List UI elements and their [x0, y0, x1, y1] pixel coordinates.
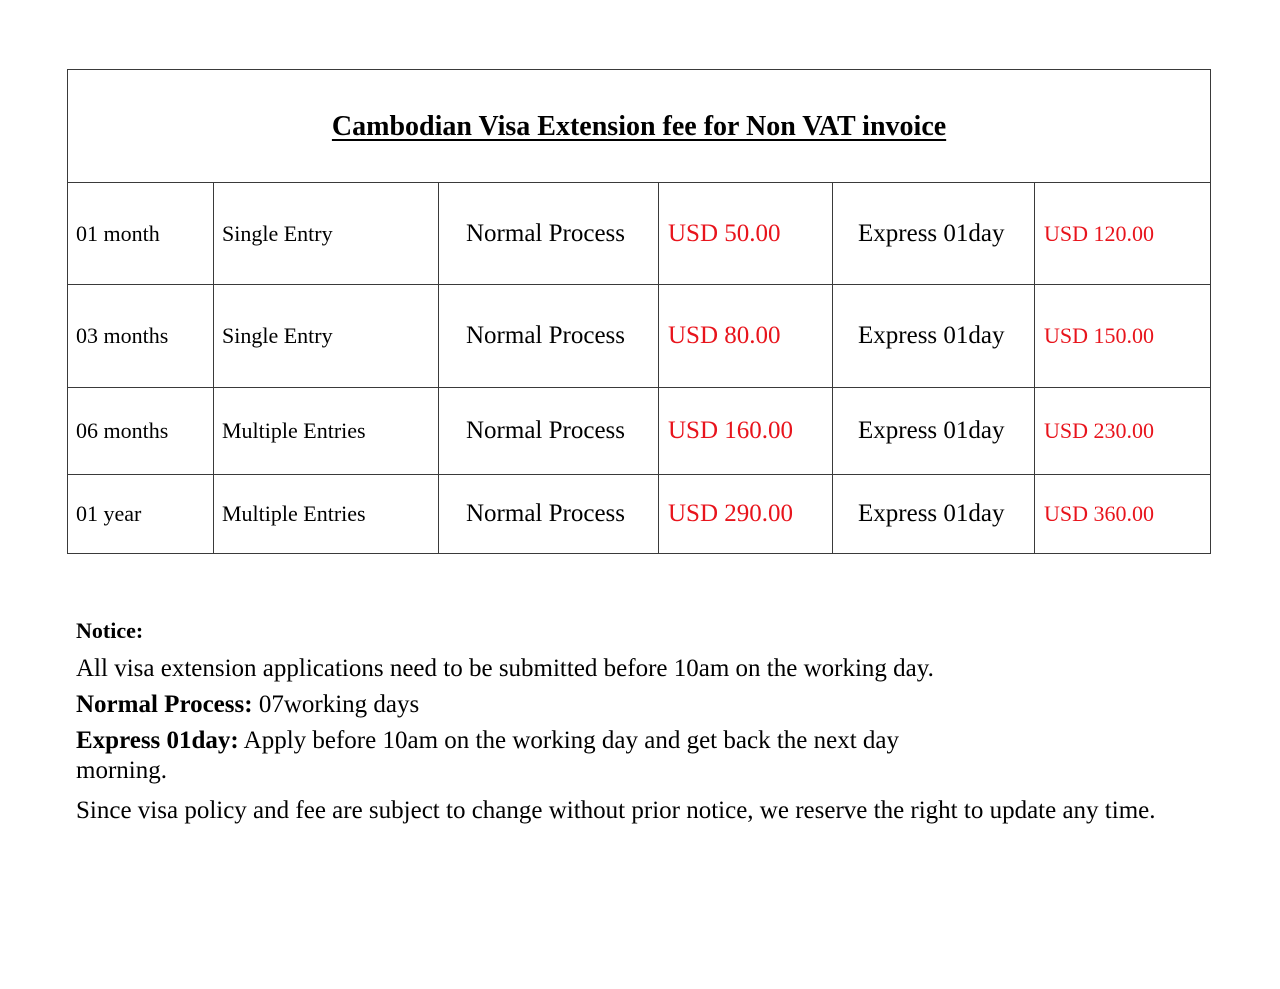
page-title: Cambodian Visa Extension fee for Non VAT invoice: [331, 111, 947, 142]
duration-cell: 03 months: [68, 285, 214, 388]
entry-type-cell: Multiple Entries: [214, 388, 439, 475]
table-row: [68, 183, 1211, 285]
table-row: [68, 475, 1211, 554]
notice-line-policy: Since visa policy and fee are subject to change without prior notice, we reserve the right to update any time.: [76, 797, 1156, 824]
title-cell: [68, 70, 1211, 183]
normal-price-cell: USD 290.00: [659, 475, 833, 554]
entry-type-cell: Multiple Entries: [214, 475, 439, 554]
table-row: [68, 285, 1211, 388]
duration-cell: 01 year: [68, 475, 214, 554]
normal-process-cell: Normal Process: [439, 285, 659, 388]
duration-cell: 01 month: [68, 183, 214, 285]
visa-fee-table: [67, 69, 1211, 554]
express-process-cell: Express 01day: [833, 183, 1035, 285]
express-process-cell: Express 01day: [833, 285, 1035, 388]
notice-section: [76, 618, 1226, 826]
express-price-cell: USD 150.00: [1035, 285, 1211, 388]
normal-process-label: Normal Process:: [76, 691, 253, 718]
express-label: Express 01day:: [76, 727, 239, 754]
entry-type-cell: Single Entry: [214, 285, 439, 388]
normal-process-cell: Normal Process: [439, 388, 659, 475]
notice-line-normal: [76, 690, 1226, 720]
notice-line-submission: All visa extension applications need to be submitted before 10am on the working day.: [76, 655, 934, 682]
express-process-cell: Express 01day: [833, 475, 1035, 554]
express-text: Apply before 10am on the working day and get back the next day morning.: [76, 727, 899, 784]
duration-cell: 06 months: [68, 388, 214, 475]
notice-line-express: [76, 726, 946, 786]
express-price-cell: USD 360.00: [1035, 475, 1211, 554]
notice-heading: Notice:: [76, 618, 144, 643]
express-price-cell: USD 230.00: [1035, 388, 1211, 475]
table-row: [68, 388, 1211, 475]
normal-price-cell: USD 50.00: [659, 183, 833, 285]
express-price-cell: USD 120.00: [1035, 183, 1211, 285]
normal-process-cell: Normal Process: [439, 475, 659, 554]
normal-process-cell: Normal Process: [439, 183, 659, 285]
normal-price-cell: USD 160.00: [659, 388, 833, 475]
entry-type-cell: Single Entry: [214, 183, 439, 285]
express-process-cell: Express 01day: [833, 388, 1035, 475]
normal-price-cell: USD 80.00: [659, 285, 833, 388]
normal-process-text: 07working days: [252, 691, 420, 718]
